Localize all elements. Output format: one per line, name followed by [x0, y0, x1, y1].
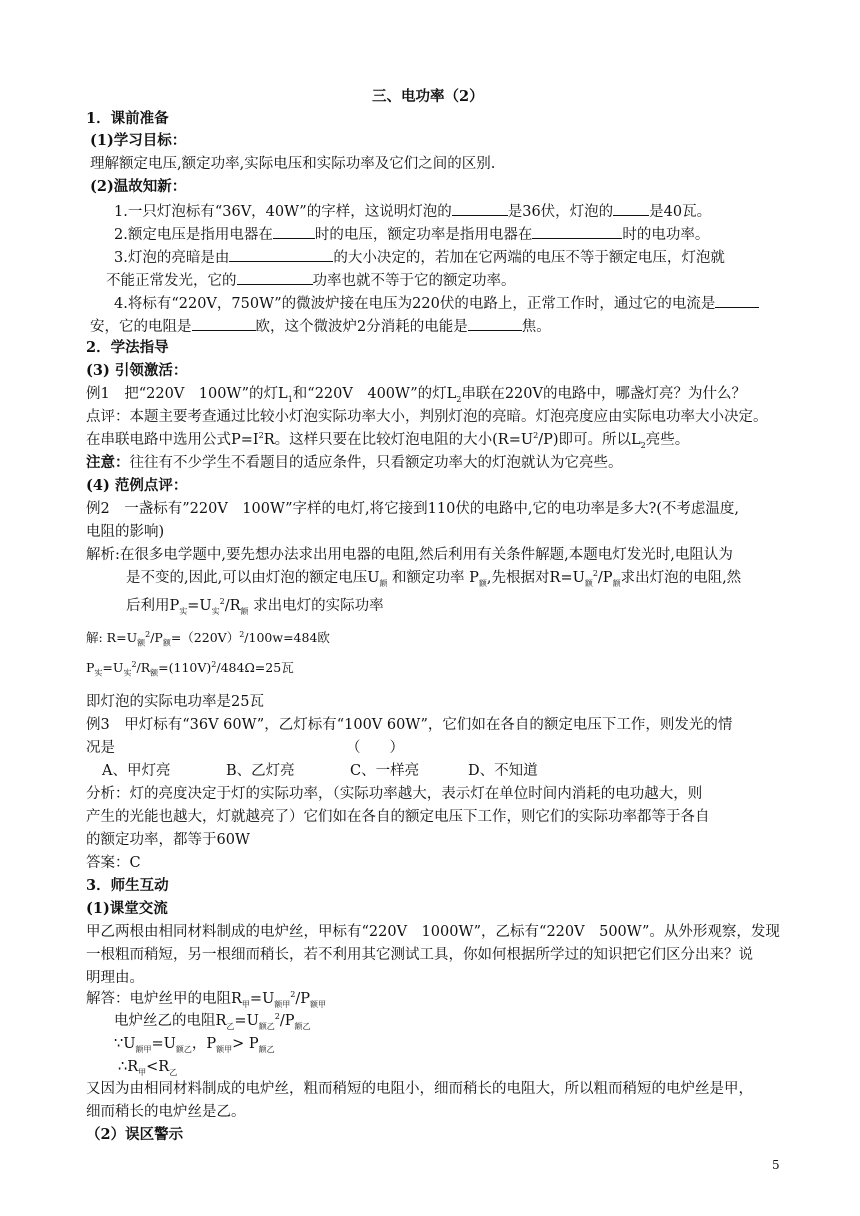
solution-line-2: $P_实=U_实^2/R_额=(110V)^2/484\Omega=25$瓦 — [86, 659, 294, 678]
blank-5[interactable] — [229, 247, 333, 262]
example-3-line-2: 况是 — [86, 740, 115, 756]
conclusion-line-2: 细而稍长的电炉丝是乙。 — [86, 1104, 246, 1120]
example-2-line-2: 电阻的影响) — [86, 524, 165, 540]
question-2: 2.额定电压是指用电器在 时的电压，额定功率是指用电器在 时的电功率。 — [114, 224, 709, 244]
activation-heading: (3) 引领激活： — [86, 362, 188, 379]
comment-line-1: 点评：本题主要考查通过比较小灯泡实际功率大小，判别灯泡的亮暗。灯泡亮度应由实际电功率大小决定。 — [86, 409, 768, 425]
answer-parentheses[interactable]: （ ） — [346, 740, 404, 756]
answer-line-1: 解答：电炉丝甲的电阻$R_甲=U_{额甲}^2/P_{额甲}$ — [86, 990, 327, 1009]
answer-line-4: $\therefore R_甲<R_乙$ — [118, 1059, 178, 1077]
option-b: B、乙灯亮 — [226, 763, 295, 779]
blank-8[interactable] — [192, 316, 256, 331]
page-title: 三、电功率（2） — [372, 88, 484, 105]
note: 注意：往往有不少学生不看题目的适应条件，只看额定功率大的灯泡就认为它亮些。 — [86, 454, 623, 471]
option-a: A、甲灯亮 — [102, 763, 171, 779]
analysis-line-1: 解析:在很多电学题中,要先想办法求出用电器的电阻,然后利用有关条件解题,本题电灯发光时,电阻认为 — [86, 547, 733, 563]
goal-heading: (1)学习目标： — [90, 132, 187, 149]
page-number: 5 — [772, 1158, 780, 1172]
example-2-line-1: 例2 一盏标有”220V 100W”字样的电灯,将它接到110伏的电路中,它的电功率是多大?(不考虑温度, — [86, 501, 739, 517]
analysis-3-line-2: 产生的光能也越大，灯就越亮了）它们如在各自的额定电压下工作，则它们的实际功率都等于各自 — [86, 809, 710, 825]
question-1: 1.一只灯泡标有“36V，40W”的字样，这说明灯泡的 是36伏，灯泡的 是40瓦。 — [114, 201, 711, 221]
pitfall-heading: （2）误区警示 — [86, 1126, 184, 1143]
question-4-cont: 安，它的电阻是 欧，这个微波炉2分消耗的电能是 焦。 — [90, 316, 551, 336]
section-3-heading: 3．师生互动 — [86, 877, 169, 894]
answer-line-2: 电炉丝乙的电阻$R_乙=U_{额乙}^2/P_{额乙}$ — [114, 1012, 311, 1031]
blank-2[interactable] — [613, 201, 649, 216]
section-1-heading: 1．课前准备 — [86, 110, 169, 127]
option-c: C、一样亮 — [350, 763, 420, 779]
analysis-3-line-3: 的额定功率，都等于60W — [86, 832, 250, 848]
class-exchange-heading: (1)课堂交流 — [86, 900, 168, 917]
exchange-line-3: 明理由。 — [86, 970, 144, 986]
solution-line-3: 即灯泡的实际电功率是25瓦 — [86, 694, 264, 710]
question-3: 3.灯泡的亮暗是由 的大小决定的，若加在它两端的电压不等于额定电压，灯泡就 — [114, 247, 725, 267]
question-3-cont: 不能正常发光，它的 功率也就不等于它的额定功率。 — [106, 270, 516, 290]
goal-text: 理解额定电压,额定功率,实际电压和实际功率及它们之间的区别. — [90, 156, 496, 172]
example-3-line-1: 例3 甲灯标有“36V 60W”，乙灯标有“100V 60W”，它们如在各自的额定电压下工作，则发光的情 — [86, 717, 733, 733]
example-1: 例1 把“220V 100W”的灯$L_1$和“220V 400W”的灯$L_2$串联在220V的电路中，哪盏灯亮？为什么？ — [86, 386, 746, 404]
analysis-3-line-1: 分析：灯的亮度决定于灯的实际功率，（实际功率越大，表示灯在单位时间内消耗的电功越大，则 — [86, 786, 703, 802]
review-heading: (2)温故知新： — [90, 178, 187, 195]
blank-6[interactable] — [237, 270, 313, 285]
section-2-heading: 2．学法指导 — [86, 339, 169, 356]
question-4: 4.将标有“220V，750W”的微波炉接在电压为220伏的电路上，正常工作时，通过它的电流是 — [114, 293, 759, 313]
answer-line-3: $\because U_{额甲}=U_{额乙}$，$P_{额甲}> P_{额乙}$ — [114, 1036, 275, 1054]
comment-line-2: 在串联电路中选用公式$P=I^2R$。这样只要在比较灯泡电阻的大小$(R=U^2/P)$即可。所以$L_2$亮些。 — [86, 431, 690, 450]
blank-3[interactable] — [273, 224, 315, 239]
blank-1[interactable] — [452, 201, 508, 216]
solution-line-1: 解: $R=U_额^2/P_额=(220V)^2/100w=484$欧 — [86, 629, 330, 648]
exchange-line-2: 一根粗而稍短，另一根细而稍长，若不利用其它测试工具，你如何根据所学过的知识把它们区分出来？说 — [86, 947, 753, 963]
blank-7[interactable] — [715, 293, 759, 308]
analysis-line-3: 后利用$P_实=U_实^2/R_额$ 求出电灯的实际功率 — [126, 597, 384, 616]
conclusion-line-1: 又因为由相同材料制成的电炉丝，粗而稍短的电阻小，细而稍长的电阻大，所以粗而稍短的电炉丝是甲， — [86, 1081, 753, 1097]
answer: 答案：C — [86, 855, 141, 871]
option-d: D、不知道 — [468, 763, 538, 779]
analysis-line-2: 是不变的,因此,可以由灯泡的额定电压$U_额$ 和额定功率 $P_额$,先根据对$R=U_额^2/P_额$求出灯泡的电阻,然 — [126, 569, 742, 588]
blank-9[interactable] — [468, 316, 522, 331]
exchange-line-1: 甲乙两根由相同材料制成的电炉丝，甲标有“220V 1000W”，乙标有“220V 500W”。从外形观察，发现 — [86, 924, 780, 940]
blank-4[interactable] — [532, 224, 622, 239]
examples-heading: (4) 范例点评： — [86, 477, 188, 494]
